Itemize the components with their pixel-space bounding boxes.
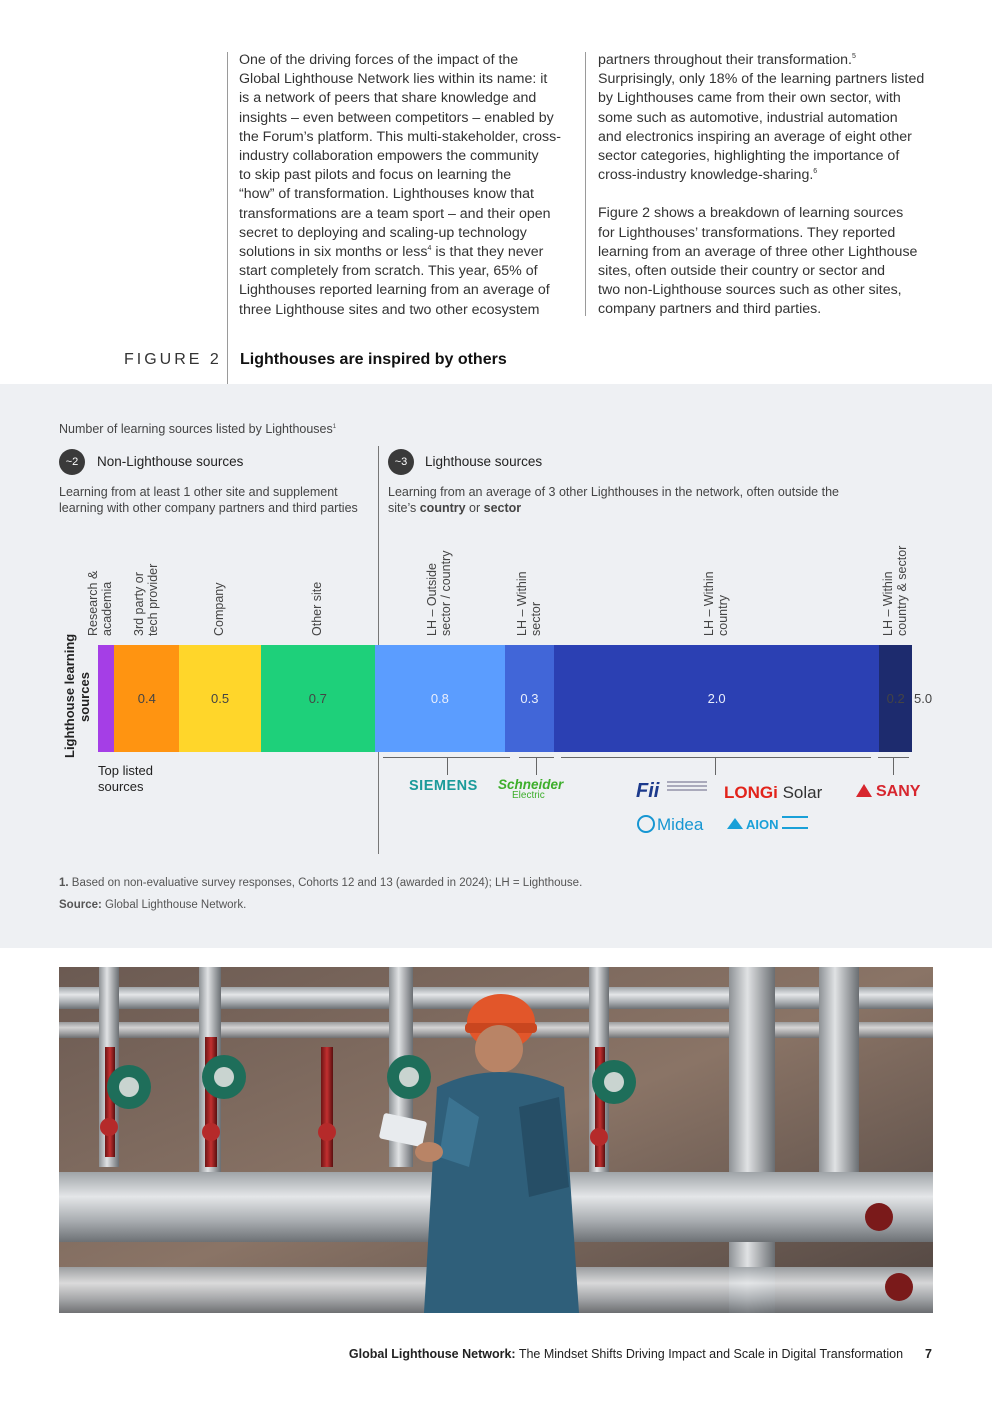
category-label	[882, 546, 909, 636]
bar-value-label: 0.5	[211, 691, 230, 706]
bar-value-label: 0.3	[520, 691, 539, 706]
figure-source: Source: Global Lighthouse Network.	[59, 899, 247, 911]
figure-footnote: 1. Based on non-evaluative survey responses, Cohorts 12 and 13 (awarded in 2024); LH = Lighthouse.	[59, 877, 583, 889]
col2-line: some such as automotive, industrial automation	[598, 109, 898, 126]
col2-line: partners throughout their transformation.$^5$	[598, 52, 856, 68]
bracket-line	[561, 757, 871, 758]
col2-line: and electronics inspiring an average of eight other	[598, 128, 912, 145]
figure-title: Lighthouses are inspired by others	[240, 351, 507, 368]
category-label-line: Other site	[310, 581, 325, 636]
category-label-line: tech provider	[145, 563, 160, 636]
aion-emblem-icon	[727, 818, 743, 829]
col1-line: “how” of transformation. Lighthouses know that	[239, 186, 534, 203]
category-label	[311, 582, 325, 636]
category-label	[703, 571, 730, 636]
category-label-line: LH – Within	[702, 571, 717, 636]
col1-line: three Lighthouse sites and two other ecosystem	[239, 301, 540, 318]
col1-line: One of the driving forces of the impact of the	[239, 52, 519, 68]
schneider-electric-logo: Schneider Electric	[498, 777, 564, 801]
category-label-line: LH – Within	[514, 571, 529, 636]
body-column-1	[239, 51, 579, 320]
category-label-line: sector / country	[438, 550, 453, 636]
bracket-tick	[715, 757, 716, 775]
category-label	[516, 571, 543, 636]
category-label	[213, 583, 227, 637]
col2-line: by Lighthouses came from their own sector, with	[598, 90, 901, 107]
category-label	[87, 571, 114, 636]
col1-line: secret to deploying and scaling-up technology	[239, 224, 527, 241]
non-lighthouse-heading: Non-Lighthouse sources	[97, 454, 244, 469]
col2-line: for Lighthouses’ transformations. They reported	[598, 224, 896, 241]
footnote-ref: 5	[851, 53, 856, 60]
col2-line: company partners and third parties.	[598, 301, 822, 318]
category-label	[133, 564, 160, 636]
longi-solar-logo: LONGi Solar	[724, 783, 823, 802]
bracket-tick	[536, 757, 537, 775]
y-axis-label: Lighthouse learning sources	[62, 633, 92, 758]
figure-subtitle: Number of learning sources listed by Lighthouses$^1$	[59, 422, 337, 437]
aion-logo: AION	[727, 816, 808, 832]
col2-line: Surprisingly, only 18% of the learning partners listed	[598, 71, 925, 88]
col1-line: insights – even between competitors – enabled by	[239, 109, 554, 126]
col2-line: two non-Lighthouse sources such as other sites,	[598, 282, 902, 299]
bar-value-label: 0.7	[308, 691, 327, 706]
bracket-line	[878, 757, 909, 758]
category-label-line: Research &	[85, 570, 100, 636]
category-label-line: 3rd party or	[132, 572, 147, 636]
sany-emblem-icon	[856, 784, 872, 797]
non-lighthouse-count-badge: ~2	[59, 449, 85, 475]
col2-line: sites, often outside their country or sector and	[598, 263, 886, 280]
bar-value-label: 2.0	[707, 691, 726, 706]
col2-line: Figure 2 shows a breakdown of learning sources	[598, 205, 904, 222]
bar-value-label: 0.8	[430, 691, 449, 706]
col1-line: to skip past pilots and focus on learning the	[239, 167, 512, 184]
col2-line: learning from an average of three other Lighthouse	[598, 243, 918, 260]
total-value: 5.0	[914, 691, 933, 706]
col1-line: Lighthouses reported learning from an average of	[239, 282, 550, 299]
non-lighthouse-description: Learning from at least 1 other site and supplement learning with other company partners and third parties	[59, 485, 358, 515]
bar-value-label: 0.4	[137, 691, 156, 706]
col2-line: sector categories, highlighting the importance of	[598, 148, 900, 165]
col1-line-with-footnote: solutions in six months or less$^4$ is that they never	[239, 244, 544, 261]
page-number: 7	[925, 1347, 932, 1361]
pipework-illustration	[59, 967, 933, 1313]
category-label-line: Company	[212, 582, 227, 636]
footnote-ref: 4	[427, 245, 432, 253]
bracket-line	[519, 757, 554, 758]
category-label-line: country & sector	[894, 545, 909, 636]
lighthouse-heading: Lighthouse sources	[425, 454, 543, 469]
fii-logo: Fii	[636, 779, 707, 803]
bar-segment	[98, 645, 115, 752]
midea-logo: Midea	[637, 815, 703, 835]
industrial-photo	[59, 967, 933, 1313]
category-label-line: academia	[99, 581, 113, 636]
bracket-tick	[893, 757, 894, 775]
col1-line: the Forum’s platform. This multi-stakeholder, cross-	[239, 128, 561, 145]
figure-label: FIGURE 2	[124, 351, 222, 368]
col1-line: Global Lighthouse Network lies within its name: it	[239, 71, 548, 88]
col1-line: industry collaboration empowers the community	[239, 148, 539, 165]
category-label-line: LH – Outside	[425, 563, 440, 636]
lighthouse-description: Learning from an average of 3 other Lighthouses in the network, often outside the site’s country or sector	[388, 485, 839, 515]
top-listed-label: Top listed sources	[98, 763, 153, 794]
col1-line: is a network of peers that share knowledge and	[239, 90, 537, 107]
column-rule-middle	[585, 52, 586, 316]
col1-line: transformations are a team sport – and their open	[239, 205, 551, 222]
sany-logo: SANY	[856, 783, 920, 801]
page-footer: Global Lighthouse Network: The Mindset Shifts Driving Impact and Scale in Digital Transformation 7	[348, 1347, 932, 1361]
col1-line: start completely from scratch. This year, 65% of	[239, 263, 538, 280]
category-label-line: country	[715, 595, 730, 636]
siemens-logo: SIEMENS	[409, 778, 478, 794]
category-label-line: sector	[528, 601, 543, 636]
body-column-2	[598, 51, 943, 320]
bracket-line	[383, 757, 510, 758]
footnote-ref: 6	[813, 168, 818, 176]
lighthouse-count-badge: ~3	[388, 449, 414, 475]
col2-line: cross-industry knowledge-sharing.$^6$	[598, 167, 818, 184]
bracket-tick	[447, 757, 448, 775]
category-label	[426, 551, 453, 636]
category-label-line: LH – Within	[881, 571, 896, 636]
bar-value-label: 0.2	[886, 691, 905, 706]
column-rule-left	[227, 52, 228, 384]
